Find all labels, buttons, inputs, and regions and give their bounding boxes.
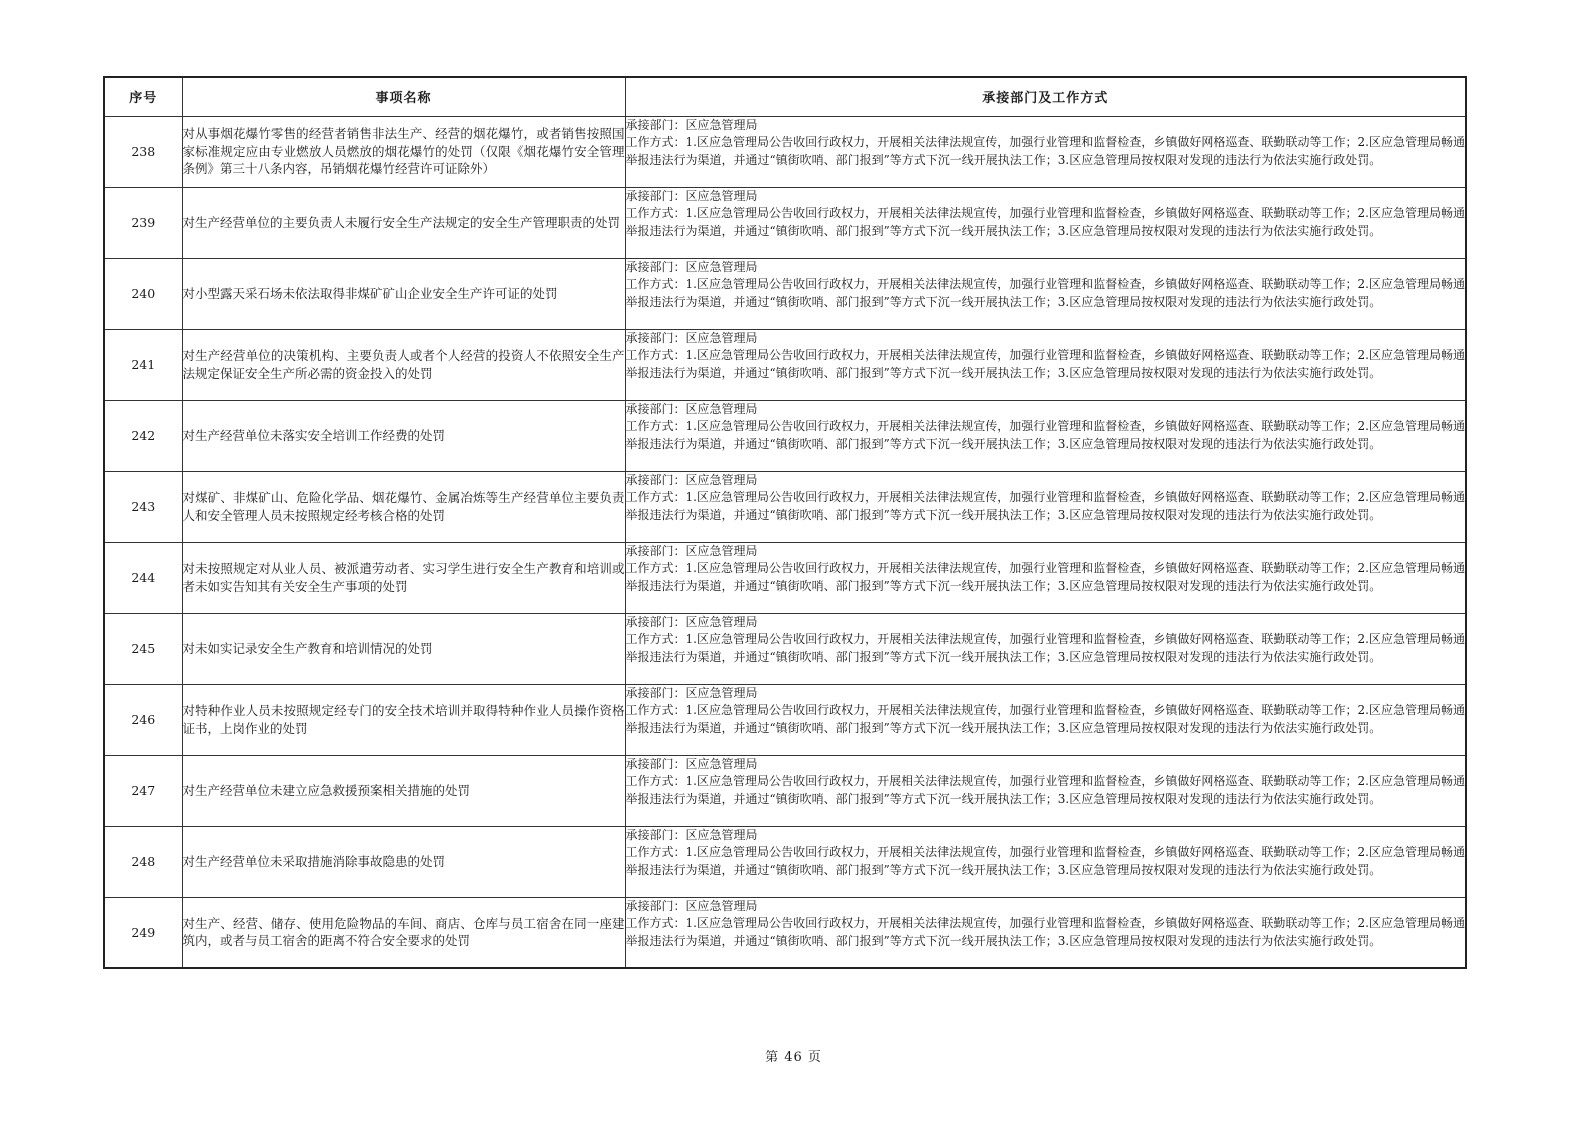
table-row <box>104 613 1466 684</box>
row-seq: 240 <box>104 258 182 329</box>
page-number: 第 46 页 <box>765 1050 822 1065</box>
row-seq: 242 <box>104 400 182 471</box>
row-item-name: 对未按照规定对从业人员、被派遣劳动者、实习学生进行安全生产教育和培训或者未如实告知其有关安全生产事项的处罚 <box>182 542 625 613</box>
table-row <box>104 542 1466 613</box>
row-method: 工作方式：1.区应急管理局公告收回行政权力，开展相关法律法规宣传，加强行业管理和监督检查，乡镇做好网格巡查、联勤联动等工作；2.区应急管理局畅通举报违法行为渠道，并通过“镇街吹哨、部门报到”等方式下沉一线开展执法工作；3.区应急管理局按权限对发现的违法行为依法实施行政处罚。 <box>625 135 1465 167</box>
table-row <box>104 684 1466 755</box>
items-table <box>103 76 1467 969</box>
row-item-name: 对从事烟花爆竹零售的经营者销售非法生产、经营的烟花爆竹，或者销售按照国家标准规定应由专业燃放人员燃放的烟花爆竹的处罚（仅限《烟花爆竹安全管理条例》第三十八条内容，吊销烟花爆竹经营许可证除外） <box>182 116 625 187</box>
row-dept-method <box>625 542 1466 613</box>
row-seq: 244 <box>104 542 182 613</box>
table-row <box>104 116 1466 187</box>
table-row <box>104 187 1466 258</box>
row-seq: 238 <box>104 116 182 187</box>
row-method: 工作方式：1.区应急管理局公告收回行政权力，开展相关法律法规宣传，加强行业管理和监督检查，乡镇做好网格巡查、联勤联动等工作；2.区应急管理局畅通举报违法行为渠道，并通过“镇街吹哨、部门报到”等方式下沉一线开展执法工作；3.区应急管理局按权限对发现的违法行为依法实施行政处罚。 <box>625 490 1465 522</box>
row-method: 工作方式：1.区应急管理局公告收回行政权力，开展相关法律法规宣传，加强行业管理和监督检查，乡镇做好网格巡查、联勤联动等工作；2.区应急管理局畅通举报违法行为渠道，并通过“镇街吹哨、部门报到”等方式下沉一线开展执法工作；3.区应急管理局按权限对发现的违法行为依法实施行政处罚。 <box>625 774 1465 806</box>
row-dept: 承接部门：区应急管理局 <box>625 685 758 700</box>
row-item-name: 对特种作业人员未按照规定经专门的安全技术培训并取得特种作业人员操作资格证书，上岗作业的处罚 <box>182 684 625 755</box>
row-method: 工作方式：1.区应急管理局公告收回行政权力，开展相关法律法规宣传，加强行业管理和监督检查，乡镇做好网格巡查、联勤联动等工作；2.区应急管理局畅通举报违法行为渠道，并通过“镇街吹哨、部门报到”等方式下沉一线开展执法工作；3.区应急管理局按权限对发现的违法行为依法实施行政处罚。 <box>625 632 1465 664</box>
row-seq: 243 <box>104 471 182 542</box>
table-row <box>104 329 1466 400</box>
row-item-name: 对煤矿、非煤矿山、危险化学品、烟花爆竹、金属冶炼等生产经营单位主要负责人和安全管理人员未按照规定经考核合格的处罚 <box>182 471 625 542</box>
row-seq: 249 <box>104 897 182 968</box>
table-row <box>104 755 1466 826</box>
row-dept-method <box>625 400 1466 471</box>
row-dept: 承接部门：区应急管理局 <box>625 898 758 913</box>
row-dept-method <box>625 116 1466 187</box>
row-method: 工作方式：1.区应急管理局公告收回行政权力，开展相关法律法规宣传，加强行业管理和监督检查，乡镇做好网格巡查、联勤联动等工作；2.区应急管理局畅通举报违法行为渠道，并通过“镇街吹哨、部门报到”等方式下沉一线开展执法工作；3.区应急管理局按权限对发现的违法行为依法实施行政处罚。 <box>625 277 1465 309</box>
row-item-name: 对未如实记录安全生产教育和培训情况的处罚 <box>182 613 625 684</box>
row-seq: 245 <box>104 613 182 684</box>
row-seq: 246 <box>104 684 182 755</box>
row-seq: 241 <box>104 329 182 400</box>
row-dept: 承接部门：区应急管理局 <box>625 472 758 487</box>
table-row <box>104 897 1466 968</box>
row-item-name: 对生产经营单位的决策机构、主要负责人或者个人经营的投资人不依照安全生产法规定保证安全生产所必需的资金投入的处罚 <box>182 329 625 400</box>
table-body <box>104 116 1466 968</box>
row-dept-method <box>625 187 1466 258</box>
row-dept: 承接部门：区应急管理局 <box>625 614 758 629</box>
row-method: 工作方式：1.区应急管理局公告收回行政权力，开展相关法律法规宣传，加强行业管理和监督检查，乡镇做好网格巡查、联勤联动等工作；2.区应急管理局畅通举报违法行为渠道，并通过“镇街吹哨、部门报到”等方式下沉一线开展执法工作；3.区应急管理局按权限对发现的违法行为依法实施行政处罚。 <box>625 703 1465 735</box>
row-dept-method <box>625 329 1466 400</box>
row-item-name: 对生产经营单位未落实安全培训工作经费的处罚 <box>182 400 625 471</box>
row-item-name: 对生产、经营、储存、使用危险物品的车间、商店、仓库与员工宿舍在同一座建筑内，或者与员工宿舍的距离不符合安全要求的处罚 <box>182 897 625 968</box>
header-dept: 承接部门及工作方式 <box>625 77 1466 116</box>
table-row <box>104 400 1466 471</box>
table-row <box>104 258 1466 329</box>
row-method: 工作方式：1.区应急管理局公告收回行政权力，开展相关法律法规宣传，加强行业管理和监督检查，乡镇做好网格巡查、联勤联动等工作；2.区应急管理局畅通举报违法行为渠道，并通过“镇街吹哨、部门报到”等方式下沉一线开展执法工作；3.区应急管理局按权限对发现的违法行为依法实施行政处罚。 <box>625 845 1465 877</box>
row-item-name: 对生产经营单位的主要负责人未履行安全生产法规定的安全生产管理职责的处罚 <box>182 187 625 258</box>
row-method: 工作方式：1.区应急管理局公告收回行政权力，开展相关法律法规宣传，加强行业管理和监督检查，乡镇做好网格巡查、联勤联动等工作；2.区应急管理局畅通举报违法行为渠道，并通过“镇街吹哨、部门报到”等方式下沉一线开展执法工作；3.区应急管理局按权限对发现的违法行为依法实施行政处罚。 <box>625 561 1465 593</box>
row-method: 工作方式：1.区应急管理局公告收回行政权力，开展相关法律法规宣传，加强行业管理和监督检查，乡镇做好网格巡查、联勤联动等工作；2.区应急管理局畅通举报违法行为渠道，并通过“镇街吹哨、部门报到”等方式下沉一线开展执法工作；3.区应急管理局按权限对发现的违法行为依法实施行政处罚。 <box>625 419 1465 451</box>
row-dept: 承接部门：区应急管理局 <box>625 827 758 842</box>
header-seq: 序号 <box>104 77 182 116</box>
row-item-name: 对生产经营单位未采取措施消除事故隐患的处罚 <box>182 826 625 897</box>
row-item-name: 对小型露天采石场未依法取得非煤矿矿山企业安全生产许可证的处罚 <box>182 258 625 329</box>
row-dept: 承接部门：区应急管理局 <box>625 756 758 771</box>
row-dept: 承接部门：区应急管理局 <box>625 543 758 558</box>
row-dept: 承接部门：区应急管理局 <box>625 330 758 345</box>
row-dept: 承接部门：区应急管理局 <box>625 259 758 274</box>
row-dept: 承接部门：区应急管理局 <box>625 117 758 132</box>
row-dept-method <box>625 613 1466 684</box>
row-method: 工作方式：1.区应急管理局公告收回行政权力，开展相关法律法规宣传，加强行业管理和监督检查，乡镇做好网格巡查、联勤联动等工作；2.区应急管理局畅通举报违法行为渠道，并通过“镇街吹哨、部门报到”等方式下沉一线开展执法工作；3.区应急管理局按权限对发现的违法行为依法实施行政处罚。 <box>625 206 1465 238</box>
row-seq: 247 <box>104 755 182 826</box>
row-method: 工作方式：1.区应急管理局公告收回行政权力，开展相关法律法规宣传，加强行业管理和监督检查，乡镇做好网格巡查、联勤联动等工作；2.区应急管理局畅通举报违法行为渠道，并通过“镇街吹哨、部门报到”等方式下沉一线开展执法工作；3.区应急管理局按权限对发现的违法行为依法实施行政处罚。 <box>625 348 1465 380</box>
row-method: 工作方式：1.区应急管理局公告收回行政权力，开展相关法律法规宣传，加强行业管理和监督检查，乡镇做好网格巡查、联勤联动等工作；2.区应急管理局畅通举报违法行为渠道，并通过“镇街吹哨、部门报到”等方式下沉一线开展执法工作；3.区应急管理局按权限对发现的违法行为依法实施行政处罚。 <box>625 916 1465 948</box>
table-row <box>104 471 1466 542</box>
row-dept: 承接部门：区应急管理局 <box>625 188 758 203</box>
row-dept-method <box>625 258 1466 329</box>
table-header <box>104 77 1466 116</box>
row-seq: 248 <box>104 826 182 897</box>
row-item-name: 对生产经营单位未建立应急救援预案相关措施的处罚 <box>182 755 625 826</box>
row-dept-method <box>625 684 1466 755</box>
row-dept-method <box>625 897 1466 968</box>
row-dept-method <box>625 471 1466 542</box>
header-name: 事项名称 <box>182 77 625 116</box>
row-dept-method <box>625 755 1466 826</box>
row-seq: 239 <box>104 187 182 258</box>
row-dept: 承接部门：区应急管理局 <box>625 401 758 416</box>
header-row <box>104 77 1466 116</box>
row-dept-method <box>625 826 1466 897</box>
table-row <box>104 826 1466 897</box>
